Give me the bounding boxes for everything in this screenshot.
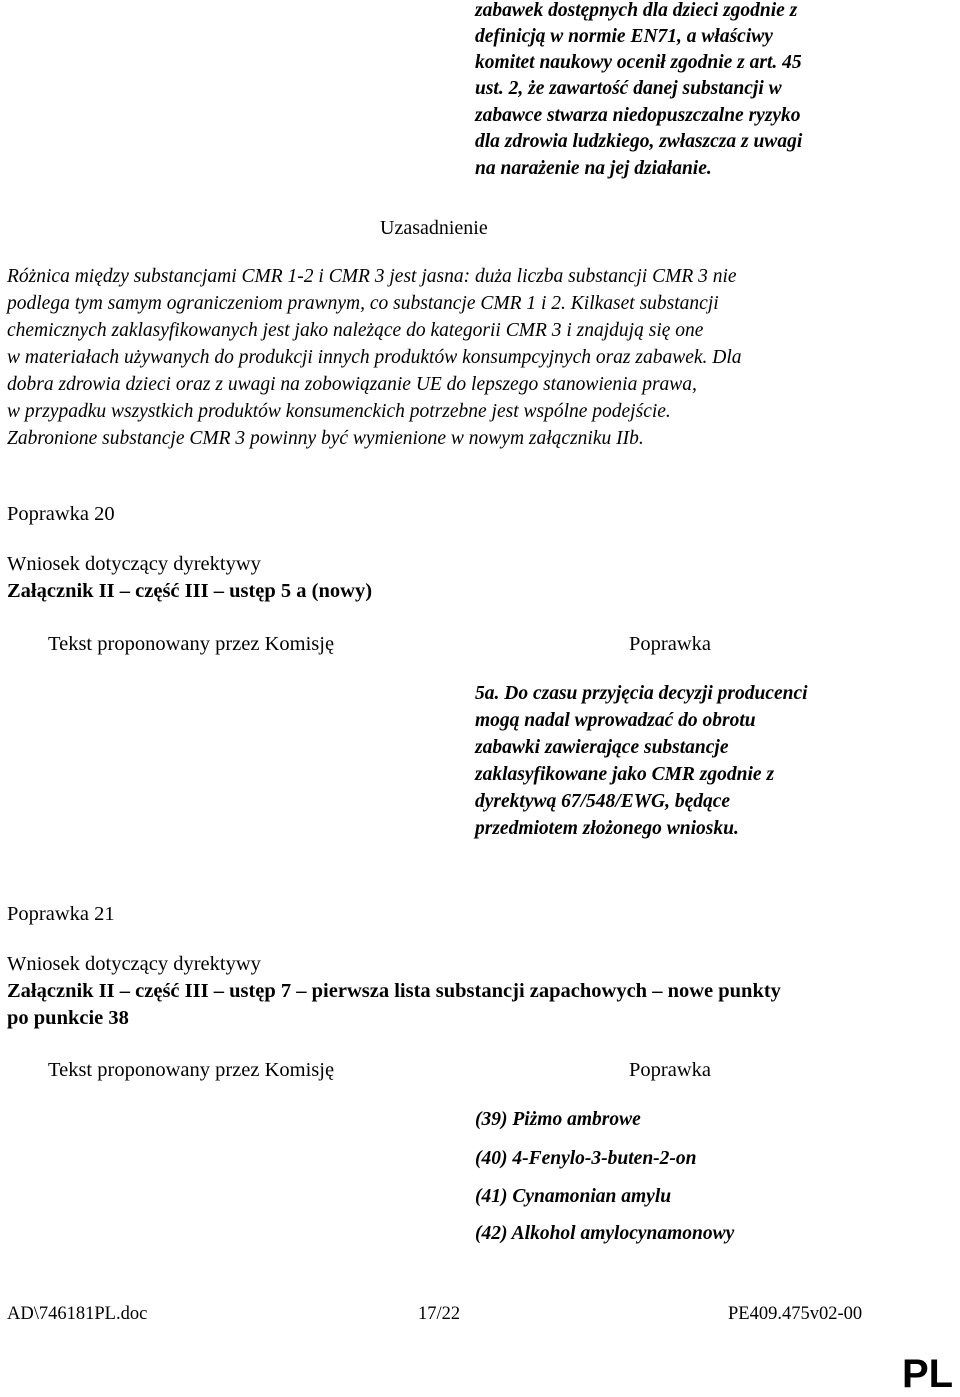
text-line: ust. 2, że zawartość danej substancji w xyxy=(475,78,782,99)
amendment-20-proposal: Wniosek dotyczący dyrektywy xyxy=(7,553,261,575)
list-item: (42) Alkohol amylocynamonowy xyxy=(475,1223,735,1244)
list-item: (39) Piżmo ambrowe xyxy=(475,1109,641,1130)
amendment-21-title: Poprawka 21 xyxy=(7,903,115,925)
list-item: (41) Cynamonian amylu xyxy=(475,1186,672,1207)
text-line: przedmiotem złożonego wniosku. xyxy=(475,818,739,839)
list-item: (40) 4-Fenylo-3-buten-2-on xyxy=(475,1148,697,1169)
justification-line: w materiałach używanych do produkcji innych produktów konsumpcyjnych oraz zabawek. Dla xyxy=(7,347,742,368)
justification-line: Zabronione substancje CMR 3 powinny być wymienione w nowym załączniku IIb. xyxy=(7,428,644,449)
text-line: dyrektywą 67/548/EWG, będące xyxy=(475,791,731,812)
justification-line: chemicznych zaklasyfikowanych jest jako należące do kategorii CMR 3 i znajdują się one xyxy=(7,320,704,341)
amendment-20-reference: Załącznik II – część III – ustęp 5 a (nowy) xyxy=(7,580,373,602)
text-line: definicją w normie EN71, a właściwy xyxy=(475,26,773,47)
amendment-21-col-left-header: Tekst proponowany przez Komisję xyxy=(48,1059,335,1081)
justification-line: w przypadku wszystkich produktów konsumenckich potrzebne jest wspólne podejście. xyxy=(7,401,671,422)
text-line: mogą nadal wprowadzać do obrotu xyxy=(475,710,756,731)
amendment-21-proposal: Wniosek dotyczący dyrektywy xyxy=(7,953,261,975)
justification-line: Różnica między substancjami CMR 1-2 i CMR 3 jest jasna: duża liczba substancji CMR 3 nie xyxy=(7,266,737,287)
justification-line: podlega tym samym ograniczeniom prawnym, co substancje CMR 1 i 2. Kilkaset substancji xyxy=(7,293,719,314)
text-line: zabawce stwarza niedopuszczalne ryzyko xyxy=(475,105,801,126)
text-line: zabawek dostępnych dla dzieci zgodnie z xyxy=(475,0,798,21)
amendment-21-col-right-header: Poprawka xyxy=(629,1059,711,1081)
amendment-21-reference: Załącznik II – część III – ustęp 7 – pierwsza lista substancji zapachowych – nowe punkty xyxy=(7,980,781,1002)
text-line: na narażenie na jej działanie. xyxy=(475,158,712,179)
text-line: zaklasyfikowane jako CMR zgodnie z xyxy=(475,764,775,785)
footer-file: AD\746181PL.doc xyxy=(7,1304,148,1324)
justification-line: dobra zdrowia dzieci oraz z uwagi na zobowiązanie UE do lepszego stanowienia prawa, xyxy=(7,374,697,395)
amendment-20-col-right-header: Poprawka xyxy=(629,633,711,655)
amendment-21-reference-cont: po punkcie 38 xyxy=(7,1007,129,1029)
text-line: komitet naukowy ocenił zgodnie z art. 45 xyxy=(475,52,802,73)
text-line: 5a. Do czasu przyjęcia decyzji producenci xyxy=(475,683,808,704)
justification-heading: Uzasadnienie xyxy=(380,217,488,239)
footer-language-code: PL xyxy=(902,1352,954,1396)
amendment-20-col-left-header: Tekst proponowany przez Komisję xyxy=(48,633,335,655)
text-line: dla zdrowia ludzkiego, zwłaszcza z uwagi xyxy=(475,131,803,152)
footer-reference: PE409.475v02-00 xyxy=(728,1304,863,1324)
footer-page-number: 17/22 xyxy=(418,1304,461,1324)
amendment-20-title: Poprawka 20 xyxy=(7,503,115,525)
text-line: zabawki zawierające substancje xyxy=(475,737,729,758)
